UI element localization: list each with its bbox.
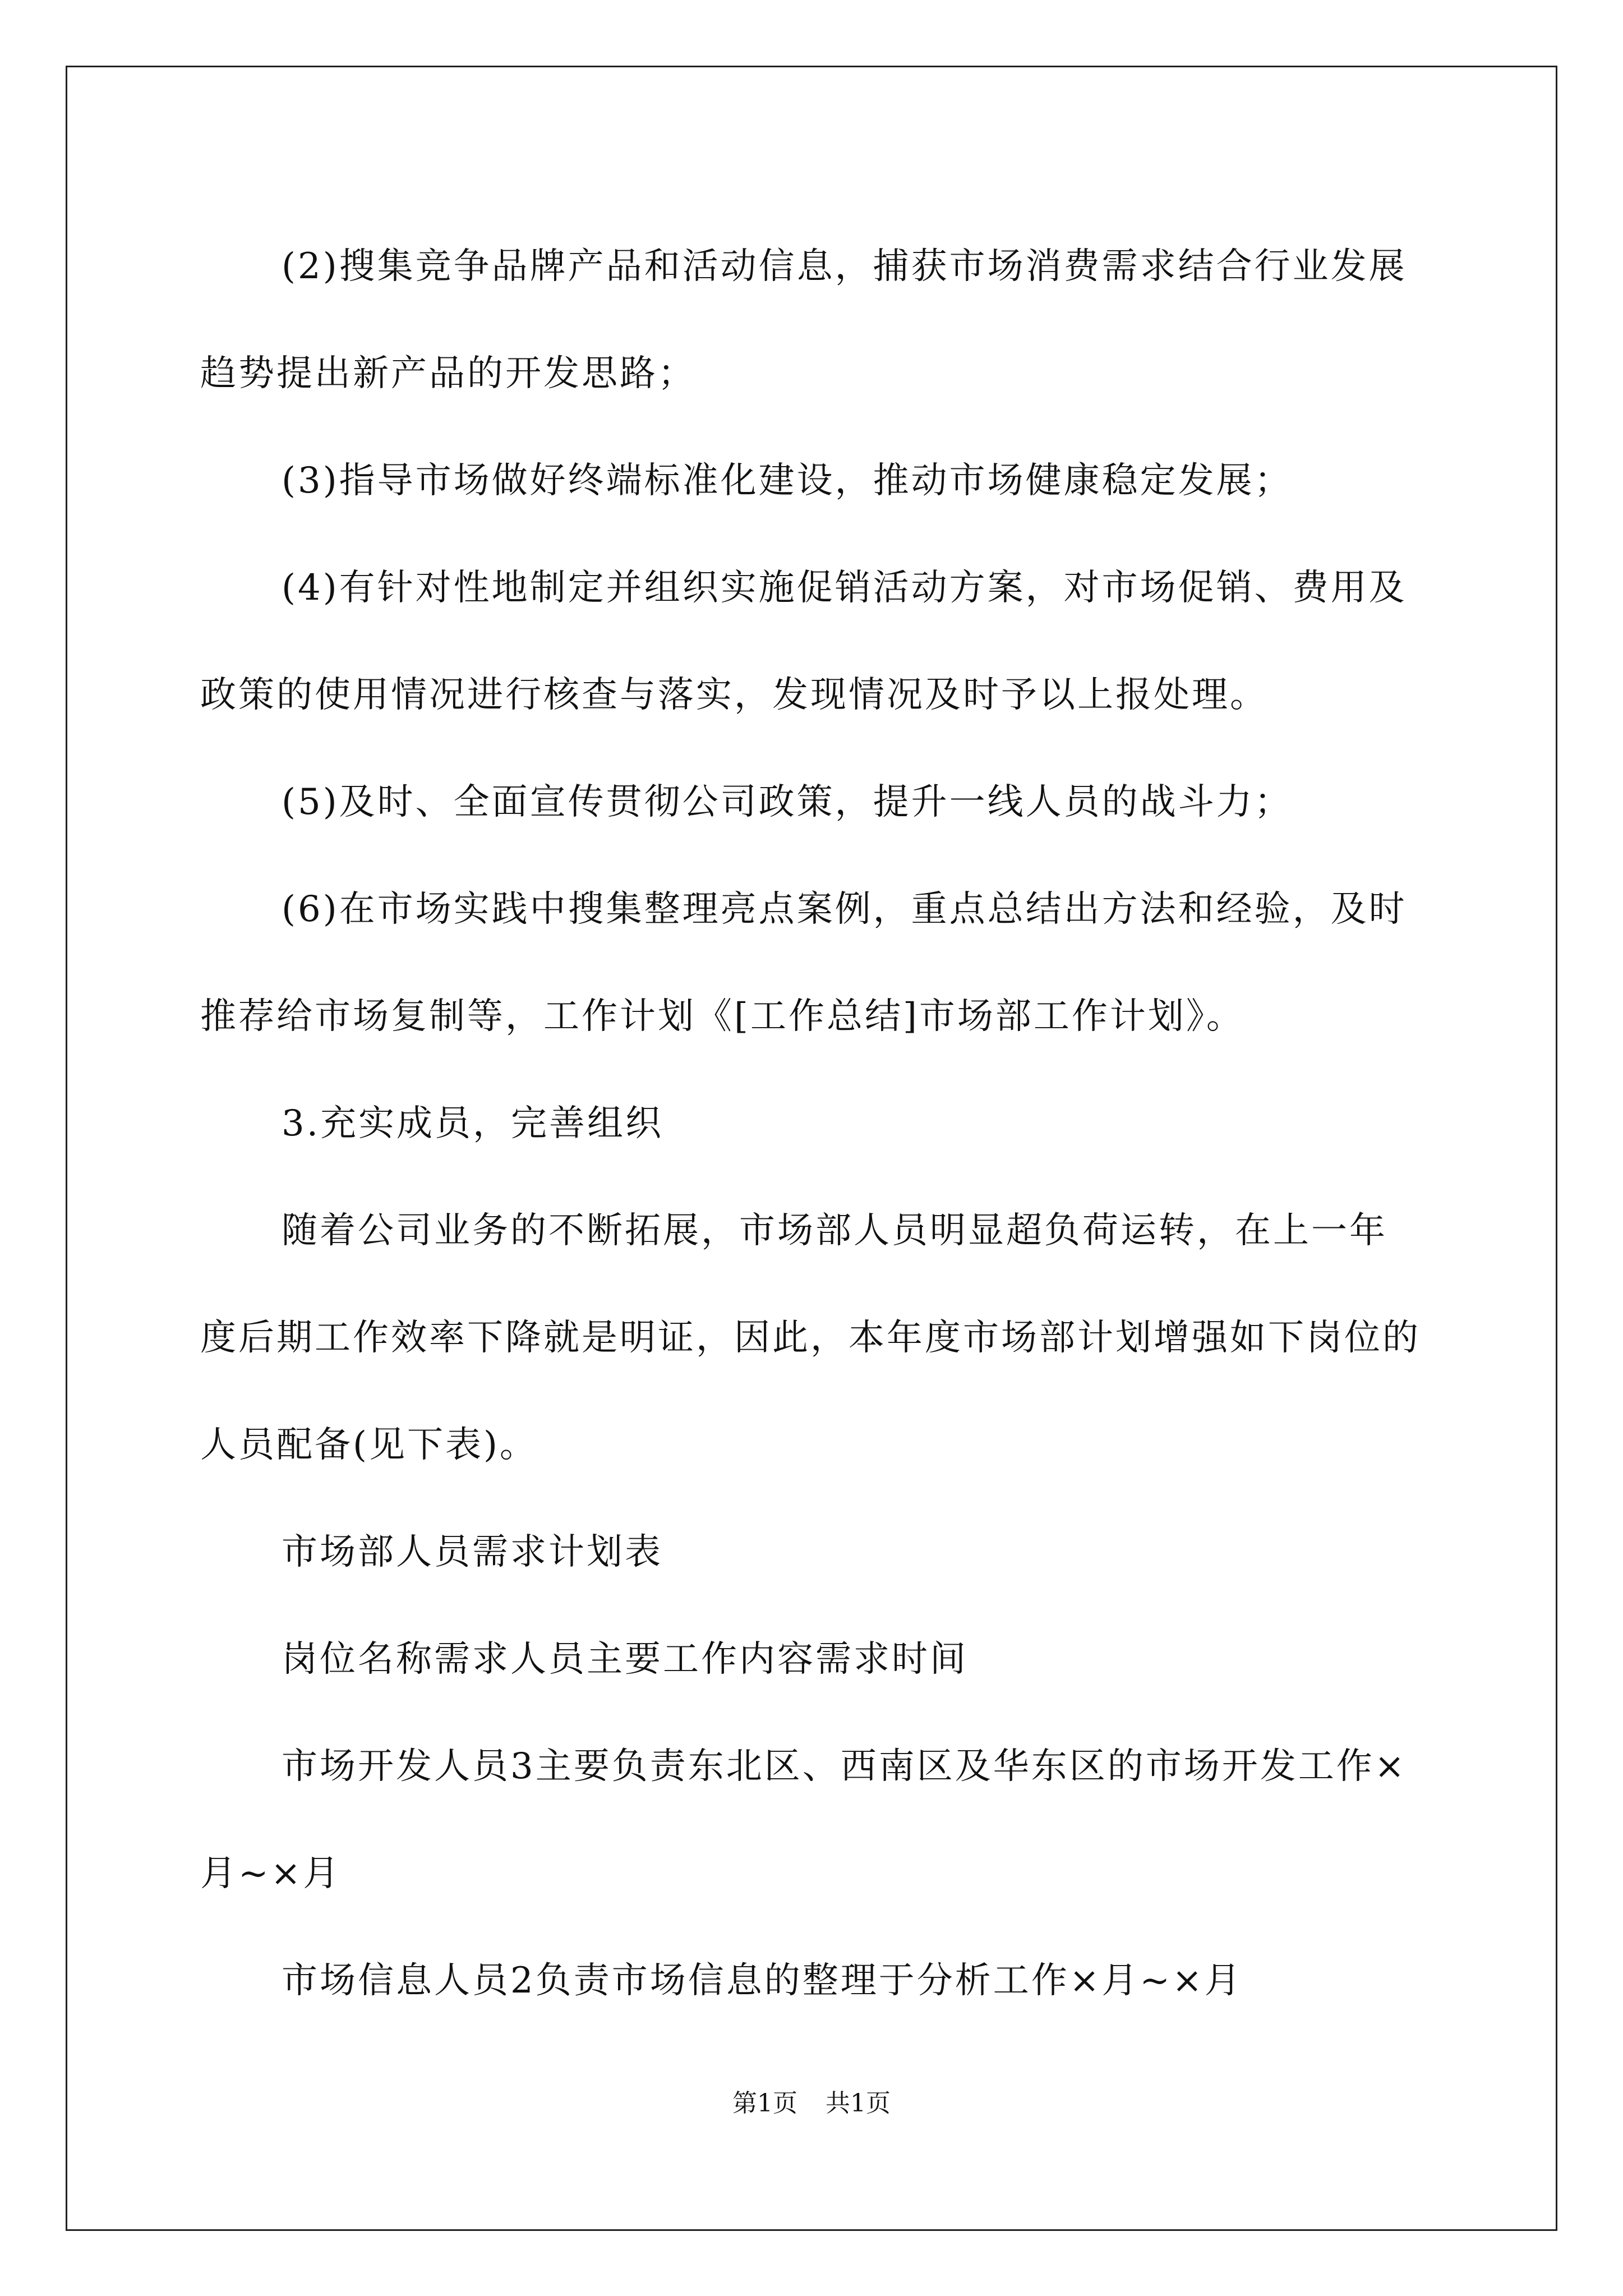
document-body <box>200 213 1423 2035</box>
table-row-market-information: 市场信息人员2负责市场信息的整理于分析工作×月~×月 <box>282 1960 1243 2001</box>
table-title: 市场部人员需求计划表 <box>282 1531 663 1573</box>
page-footer <box>0 2087 1623 2120</box>
page-number-current: 第1页 <box>732 2089 797 2118</box>
paragraph-item-6: (6)在市场实践中搜集整理亮点案例，重点总结出方法和经验，及时推荐给市场复制等，工作计划《[工作总结]市场部工作计划》。 <box>200 889 1407 1037</box>
paragraph-item-3: (3)指导市场做好终端标准化建设，推动市场健康稳定发展； <box>282 460 1293 501</box>
page-number-total: 共1页 <box>826 2089 891 2118</box>
paragraph-item-2: (2)搜集竞争品牌产品和活动信息，捕获市场消费需求结合行业发展趋势提出新产品的开发思路； <box>200 246 1407 394</box>
paragraph-staffing: 随着公司业务的不断拓展，市场部人员明显超负荷运转，在上一年度后期工作效率下降就是明证，因此，本年度市场部计划增强如下岗位的人员配备(见下表)。 <box>200 1210 1421 1466</box>
paragraph-item-4: (4)有针对性地制定并组织实施促销活动方案，对市场促销、费用及政策的使用情况进行核查与落实，发现情况及时予以上报处理。 <box>200 567 1407 716</box>
section-heading: 3.充实成员，完善组织 <box>282 1103 664 1144</box>
paragraph-item-5: (5)及时、全面宣传贯彻公司政策，提升一线人员的战斗力； <box>282 781 1293 823</box>
table-header-row: 岗位名称需求人员主要工作内容需求时间 <box>282 1639 968 1680</box>
table-row-market-development: 市场开发人员3主要负责东北区、西南区及华东区的市场开发工作×月~×月 <box>200 1746 1407 1894</box>
